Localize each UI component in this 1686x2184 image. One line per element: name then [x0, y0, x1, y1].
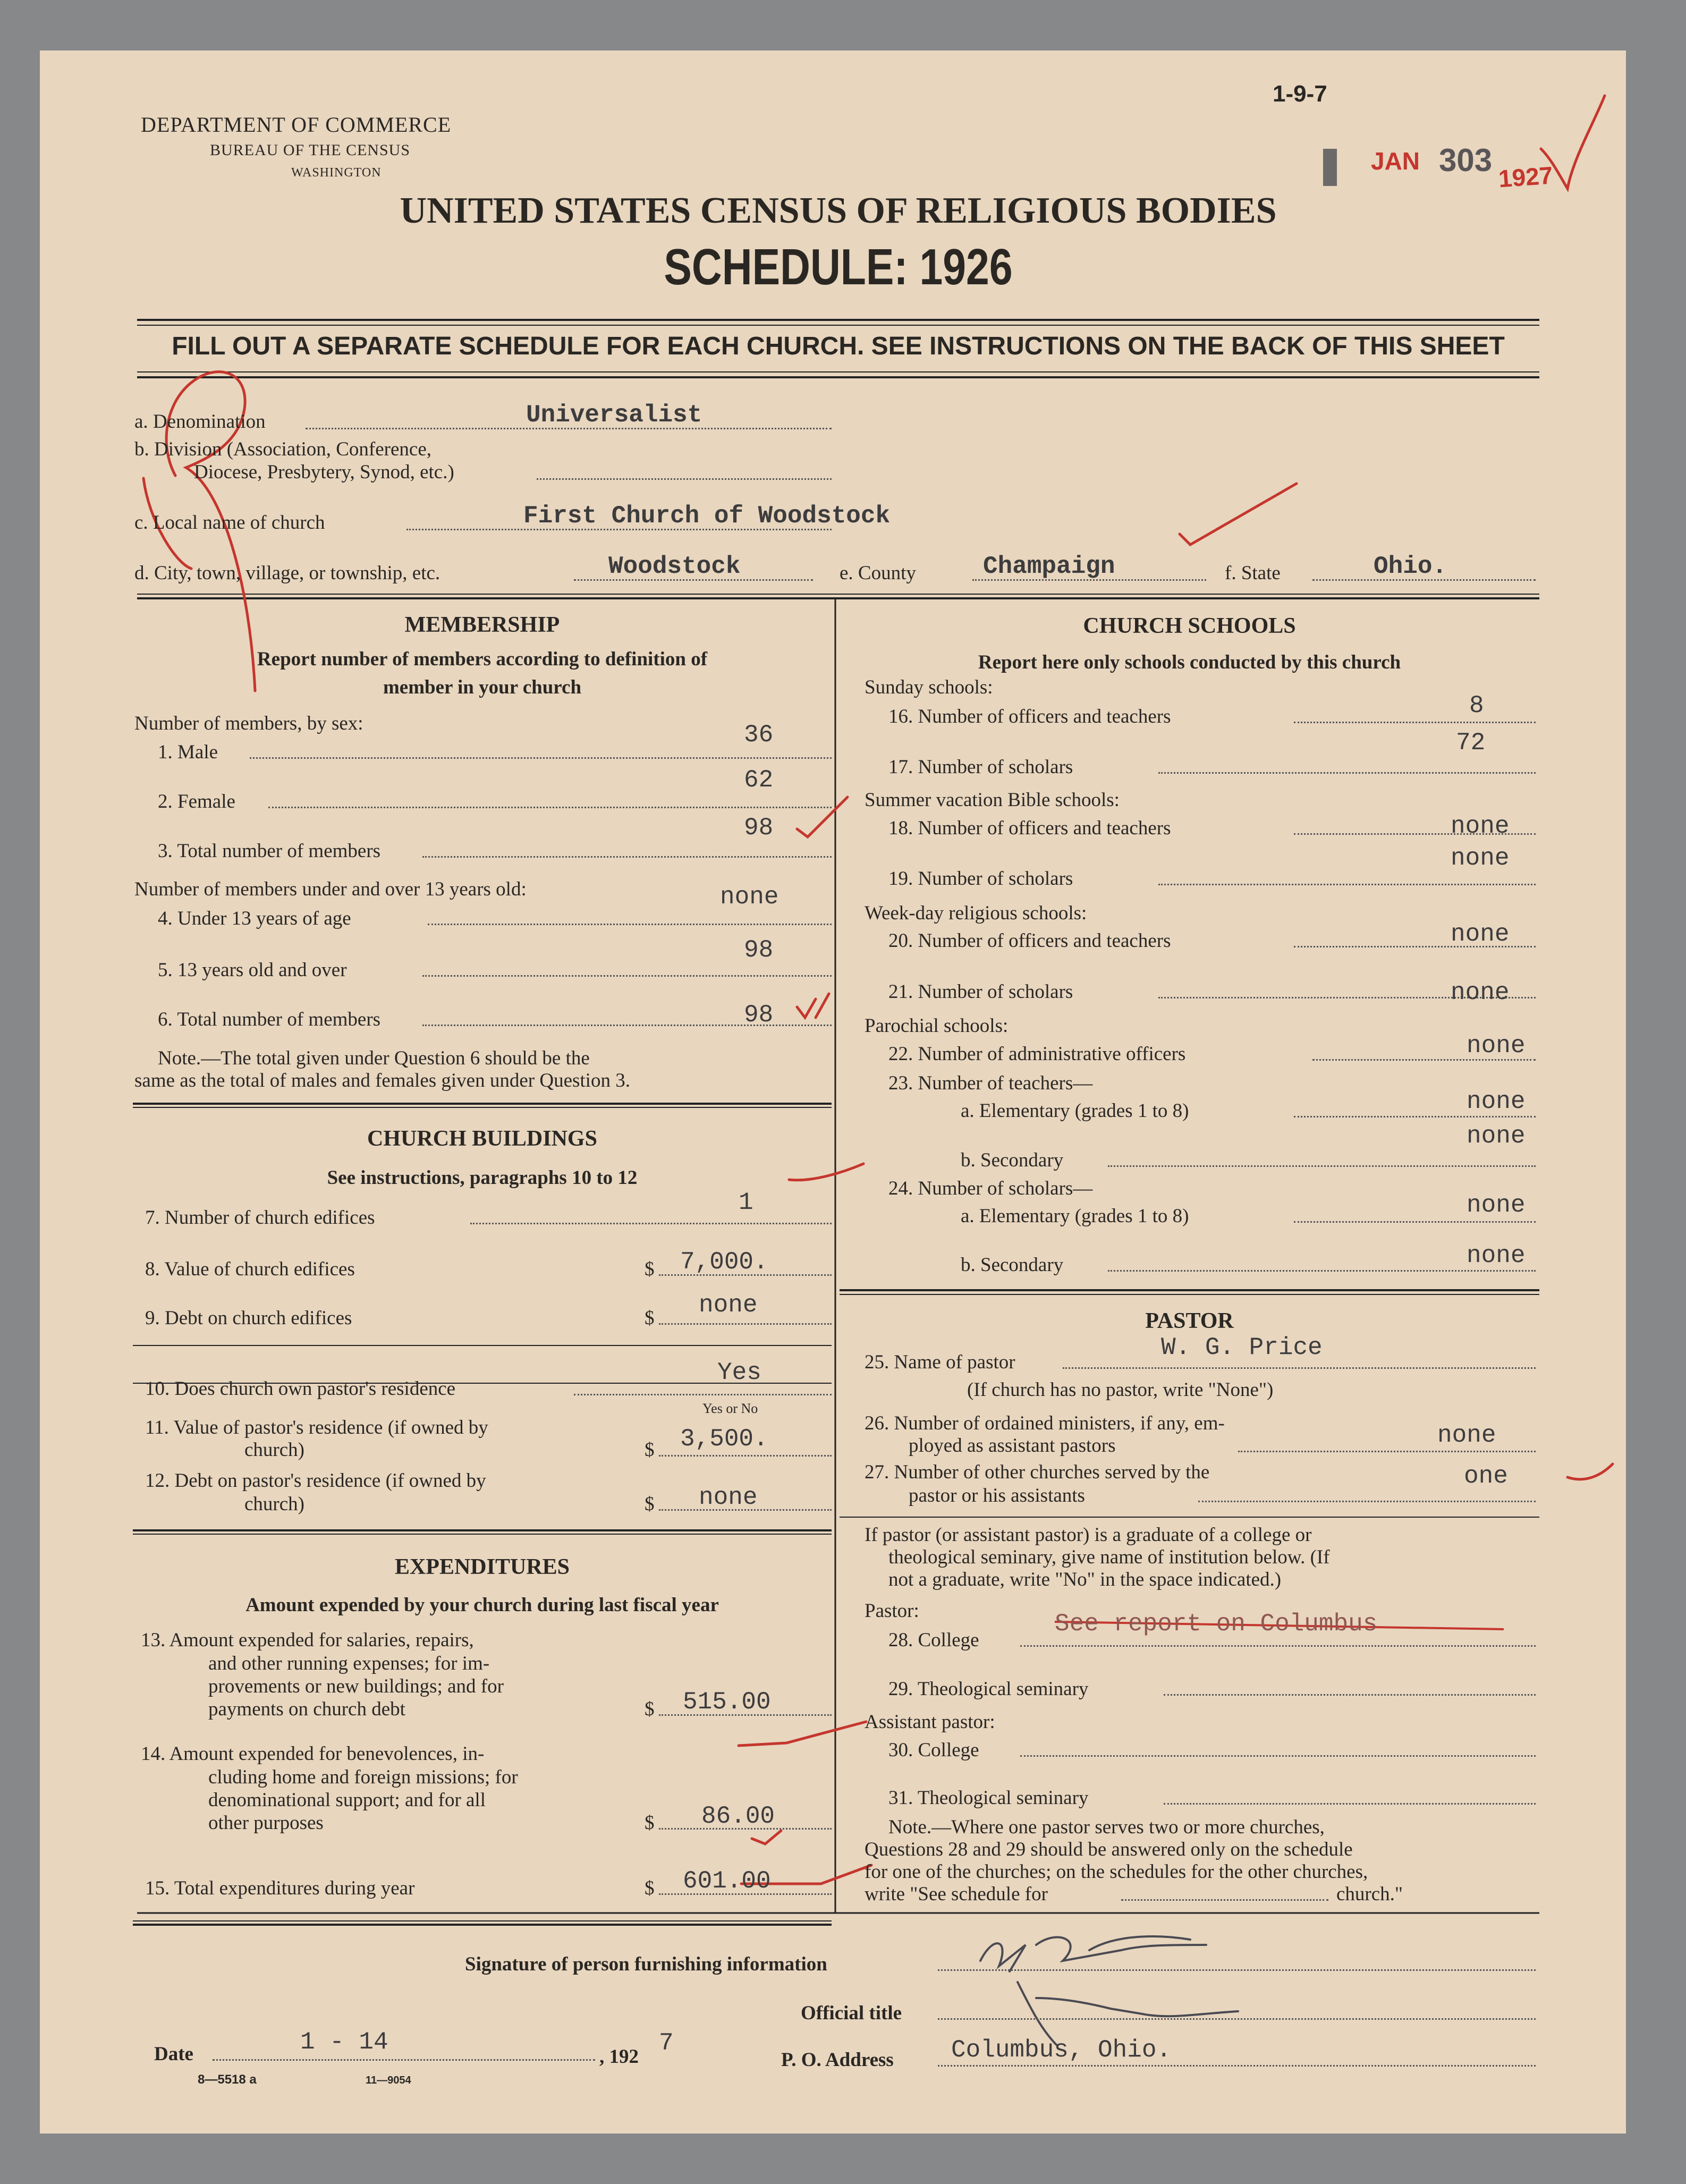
q14-label-4: other purposes — [208, 1812, 324, 1834]
q9-label: 9. Debt on church edifices — [145, 1307, 352, 1329]
q5-line — [422, 975, 832, 977]
date-year-prefix: , 192 — [599, 2046, 639, 2068]
pastor-note-2: Questions 28 and 29 should be answered only on the schedule — [865, 1839, 1353, 1860]
q21-value: none — [1451, 979, 1510, 1006]
bureau-city: WASHINGTON — [291, 166, 382, 180]
schools-subheading: Report here only schools conducted by this church — [978, 651, 1401, 673]
q6-label: 6. Total number of members — [158, 1009, 381, 1030]
q13-label-3: provements or new buildings; and for — [208, 1675, 504, 1697]
buildings-subheading: See instructions, paragraphs 10 to 12 — [327, 1167, 638, 1189]
graduate-note-3: not a graduate, write "No" in the space indicated.) — [888, 1569, 1282, 1590]
official-title-label: Official title — [801, 2002, 902, 2024]
q24b-label: b. Secondary — [961, 1254, 1064, 1276]
q31-line — [1164, 1803, 1536, 1805]
q13-label-1: 13. Amount expended for salaries, repairs, — [141, 1629, 474, 1651]
q29-line — [1164, 1694, 1536, 1696]
membership-intro-1: Report number of members according to definition of — [257, 648, 708, 670]
date-label: Date — [154, 2043, 193, 2065]
q25-label: 25. Name of pastor — [865, 1351, 1015, 1373]
form-print-code: 8—5518 a — [198, 2072, 257, 2087]
pastor-note-line — [1121, 1899, 1328, 1901]
q4-label: 4. Under 13 years of age — [158, 908, 351, 929]
members-by-age-label: Number of members under and over 13 years old: — [134, 878, 527, 900]
q25-note: (If church has no pastor, write "None") — [967, 1379, 1274, 1401]
q5-label: 5. 13 years old and over — [158, 959, 347, 981]
q12-value: none — [699, 1484, 758, 1511]
q30-label: 30. College — [888, 1739, 979, 1761]
q19-value: none — [1451, 844, 1510, 872]
q24-label: 24. Number of scholars— — [888, 1178, 1093, 1199]
q22-label: 22. Number of administrative officers — [888, 1043, 1186, 1065]
fill-instruction: FILL OUT A SEPARATE SCHEDULE FOR EACH CHURCH. SEE INSTRUCTIONS ON THE BACK OF THIS SHEET — [172, 332, 1505, 360]
q19-line — [1158, 884, 1536, 885]
q12-label-1: 12. Debt on pastor's residence (if owned by — [145, 1470, 486, 1492]
q23b-line — [1108, 1165, 1536, 1167]
local-name-value: First Church of Woodstock — [523, 502, 891, 530]
q14-value: 86.00 — [701, 1802, 775, 1830]
members-by-sex-label: Number of members, by sex: — [134, 713, 363, 734]
q5-value: 98 — [744, 936, 774, 964]
q27-label-1: 27. Number of other churches served by the — [865, 1461, 1210, 1483]
q15-label: 15. Total expenditures during year — [145, 1877, 415, 1899]
date-line — [213, 2059, 595, 2061]
q24b-value: none — [1467, 1242, 1526, 1269]
county-value: Champaign — [983, 553, 1115, 580]
denomination-value: Universalist — [526, 401, 702, 429]
q31-label: 31. Theological seminary — [888, 1787, 1089, 1809]
q4-line — [428, 924, 832, 925]
pastor-note-4b: church." — [1336, 1883, 1403, 1905]
q19-label: 19. Number of scholars — [888, 868, 1073, 890]
q28-label: 28. College — [888, 1629, 979, 1651]
q22-value: none — [1467, 1032, 1526, 1060]
q2-label: 2. Female — [158, 791, 235, 812]
q24a-value: none — [1467, 1191, 1526, 1219]
membership-heading: MEMBERSHIP — [404, 613, 560, 637]
q26-label-1: 26. Number of ordained ministers, if any, em- — [865, 1412, 1225, 1434]
summer-schools-label: Summer vacation Bible schools: — [865, 789, 1120, 811]
bureau-name: BUREAU OF THE CENSUS — [210, 141, 410, 159]
q16-value: 8 — [1469, 692, 1484, 719]
division-label-line2: Diocese, Presbytery, Synod, etc.) — [194, 461, 454, 483]
q28-line — [1020, 1645, 1536, 1647]
q26-value: none — [1437, 1421, 1496, 1449]
local-name-label: c. Local name of church — [134, 512, 325, 534]
q9-value: none — [699, 1291, 758, 1319]
q13-label-2: and other running expenses; for im- — [208, 1653, 490, 1674]
form-code: 1-9-7 — [1273, 81, 1327, 107]
signature-label: Signature of person furnishing information — [465, 1953, 827, 1975]
q23a-label: a. Elementary (grades 1 to 8) — [961, 1100, 1189, 1122]
q26-line — [1238, 1451, 1536, 1452]
state-value: Ohio. — [1374, 553, 1447, 580]
yes-or-no-hint: Yes or No — [702, 1401, 758, 1416]
q16-label: 16. Number of officers and teachers — [888, 706, 1171, 727]
q1-line — [250, 757, 832, 759]
q17-line — [1158, 772, 1536, 774]
schools-heading: CHURCH SCHOOLS — [1083, 614, 1296, 638]
pastor-heading: PASTOR — [1145, 1309, 1234, 1333]
q13-value: 515.00 — [683, 1688, 771, 1716]
po-address-value: Columbus, Ohio. — [951, 2036, 1172, 2064]
q12-label-2: church) — [244, 1493, 304, 1515]
q14-label-1: 14. Amount expended for benevolences, in- — [141, 1743, 485, 1765]
q23b-value: none — [1467, 1122, 1526, 1150]
q24a-label: a. Elementary (grades 1 to 8) — [961, 1205, 1189, 1227]
q9-currency: $ — [645, 1307, 655, 1329]
q11-line — [659, 1455, 832, 1457]
division-label-line1: b. Division (Association, Conference, — [134, 438, 431, 460]
q14-label-2: cluding home and foreign missions; for — [208, 1766, 518, 1788]
graduate-note-1: If pastor (or assistant pastor) is a graduate of a college or — [865, 1524, 1312, 1546]
q1-value: 36 — [744, 721, 774, 749]
q26-label-2: ployed as assistant pastors — [909, 1435, 1116, 1457]
assistant-pastor-label: Assistant pastor: — [865, 1711, 995, 1733]
q4-value: none — [720, 883, 779, 911]
q7-value: 1 — [739, 1189, 753, 1216]
q23a-line — [1294, 1116, 1536, 1118]
q8-value: 7,000. — [680, 1248, 768, 1276]
q17-label: 17. Number of scholars — [888, 756, 1073, 778]
q15-currency: $ — [645, 1877, 655, 1899]
county-label: e. County — [840, 562, 916, 584]
official-title-line — [938, 2018, 1536, 2020]
q24a-line — [1294, 1221, 1536, 1223]
weekday-schools-label: Week-day religious schools: — [865, 902, 1087, 924]
q18-label: 18. Number of officers and teachers — [888, 817, 1171, 839]
q24b-line — [1108, 1270, 1536, 1272]
q20-label: 20. Number of officers and teachers — [888, 930, 1171, 952]
q2-value: 62 — [744, 766, 774, 794]
signature-line — [938, 1969, 1536, 1971]
po-address-line — [938, 2065, 1536, 2067]
q27-label-2: pastor or his assistants — [909, 1485, 1085, 1506]
expenditures-heading: EXPENDITURES — [394, 1555, 570, 1579]
q2-line — [268, 807, 832, 808]
graduate-note-2: theological seminary, give name of institution below. (If — [888, 1546, 1330, 1568]
expenditures-subheading: Amount expended by your church during last fiscal year — [245, 1594, 719, 1616]
membership-intro-2: member in your church — [383, 676, 582, 698]
city-label: d. City, town, village, or township, etc. — [134, 562, 440, 584]
q8-currency: $ — [645, 1258, 655, 1280]
q28-value-struck: See report on Columbus — [1055, 1610, 1378, 1638]
q6-value: 98 — [744, 1001, 774, 1029]
q11-label-2: church) — [244, 1439, 304, 1461]
q8-label: 8. Value of church edifices — [145, 1258, 355, 1280]
q13-label-4: payments on church debt — [208, 1698, 405, 1720]
q16-line — [1294, 722, 1536, 723]
city-value: Woodstock — [608, 553, 741, 580]
date-year-digit: 7 — [659, 2029, 674, 2057]
q13-currency: $ — [645, 1698, 655, 1720]
q25-value: W. G. Price — [1161, 1334, 1323, 1361]
state-label: f. State — [1225, 562, 1281, 584]
division-line — [537, 478, 832, 480]
q17-value: 72 — [1456, 729, 1486, 757]
q18-value: none — [1451, 812, 1510, 840]
q23a-value: none — [1467, 1088, 1526, 1115]
po-address-label: P. O. Address — [781, 2049, 894, 2071]
buildings-heading: CHURCH BUILDINGS — [367, 1127, 597, 1151]
q21-label: 21. Number of scholars — [888, 981, 1073, 1003]
stamp-year: 1927 — [1497, 161, 1554, 193]
membership-note-1: Note.—The total given under Question 6 should be the — [158, 1047, 590, 1069]
q3-label: 3. Total number of members — [158, 840, 381, 862]
denomination-label: a. Denomination — [134, 411, 266, 433]
q15-value: 601.00 — [683, 1867, 771, 1895]
stamp-month: JAN — [1371, 147, 1420, 175]
q29-label: 29. Theological seminary — [888, 1678, 1089, 1700]
q14-label-3: denominational support; and for all — [208, 1789, 486, 1811]
q23-label: 23. Number of teachers— — [888, 1072, 1093, 1094]
q7-line — [470, 1223, 832, 1224]
q10-label: 10. Does church own pastor's residence — [145, 1378, 456, 1400]
schedule-year: SCHEDULE: 1926 — [664, 239, 1013, 295]
pastor-subsection-label: Pastor: — [865, 1600, 919, 1622]
q10-line — [574, 1394, 832, 1395]
q10-value: Yes — [717, 1359, 761, 1386]
form-title: UNITED STATES CENSUS OF RELIGIOUS BODIES — [400, 190, 1277, 231]
department-name: DEPARTMENT OF COMMERCE — [141, 113, 452, 137]
q20-value: none — [1451, 920, 1510, 948]
form-print-number: 11—9054 — [366, 2075, 411, 2086]
pastor-note-3: for one of the churches; on the schedules for the other churches, — [865, 1861, 1368, 1883]
membership-note-2: same as the total of males and females given under Question 3. — [134, 1070, 630, 1091]
q12-currency: $ — [645, 1493, 655, 1515]
q3-value: 98 — [744, 814, 774, 842]
pastor-note-4a: write "See schedule for — [865, 1883, 1048, 1905]
q25-line — [1063, 1367, 1536, 1369]
q1-label: 1. Male — [158, 741, 218, 763]
q14-currency: $ — [645, 1812, 655, 1834]
pastor-note-1: Note.—Where one pastor serves two or more churches, — [888, 1816, 1325, 1838]
q27-line — [1198, 1501, 1536, 1502]
q7-label: 7. Number of church edifices — [145, 1207, 375, 1229]
date-value: 1 - 14 — [300, 2028, 388, 2056]
stamp-mark — [1323, 149, 1337, 186]
parochial-schools-label: Parochial schools: — [865, 1015, 1009, 1037]
q30-line — [1020, 1755, 1536, 1757]
q9-line — [659, 1323, 832, 1325]
q11-label-1: 11. Value of pastor's residence (if owned by — [145, 1417, 488, 1438]
q23b-label: b. Secondary — [961, 1149, 1064, 1171]
q11-value: 3,500. — [680, 1425, 768, 1453]
q27-value: one — [1464, 1462, 1508, 1490]
stamp-number: 303 — [1439, 142, 1493, 178]
q3-line — [422, 856, 832, 858]
sunday-schools-label: Sunday schools: — [865, 676, 993, 698]
q11-currency: $ — [645, 1439, 655, 1461]
